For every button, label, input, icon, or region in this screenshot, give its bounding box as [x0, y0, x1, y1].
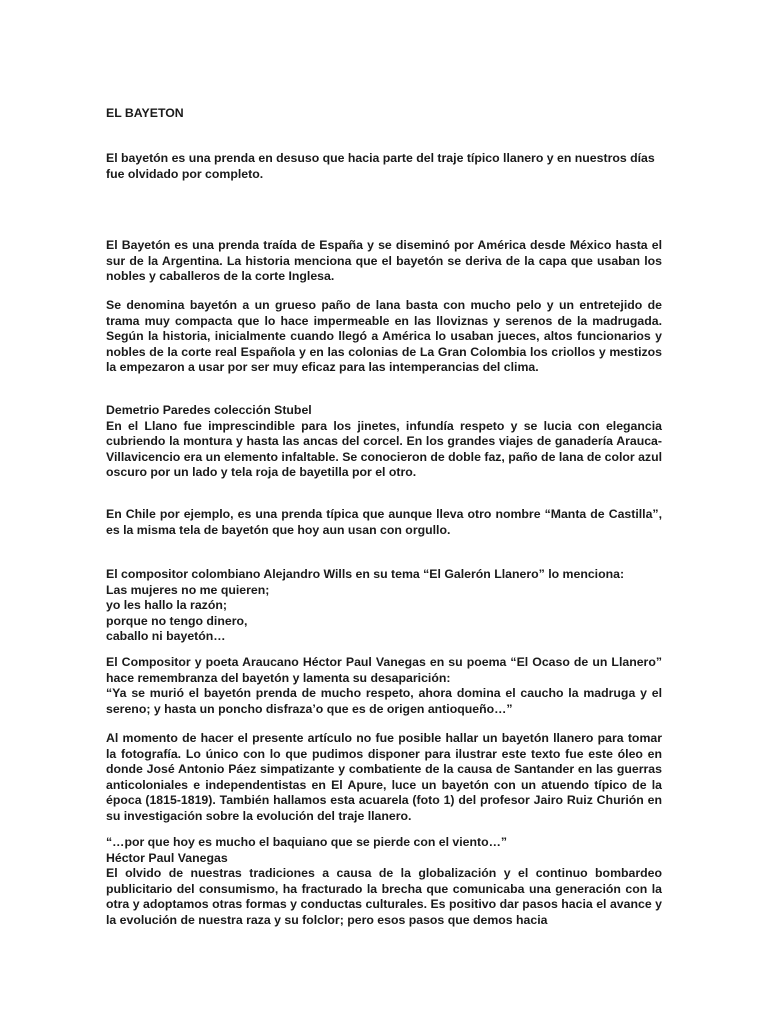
- document-title: EL BAYETON: [106, 106, 184, 120]
- vanegas-intro: El Compositor y poeta Araucano Héctor Paul Vanegas en su poema “El Ocaso de un Llanero” hace remembranza del bayetón y lamenta su desaparición:: [106, 655, 662, 685]
- wills-intro: El compositor colombiano Alejandro Wills en su tema “El Galerón Llanero” lo menciona:: [106, 567, 625, 581]
- paragraph-llano: [106, 403, 662, 481]
- paragraph-closing: [106, 835, 662, 928]
- paragraph-vanegas: [106, 655, 662, 717]
- paragraph-chile: En Chile por ejemplo, es una prenda típica que aunque lleva otro nombre “Manta de Castilla”, es la misma tela de bayetón que hoy aun usan con orgullo.: [106, 507, 662, 537]
- closing-quote: “…por que hoy es mucho el baquiano que se pierde con el viento…”: [106, 835, 508, 849]
- verse-line: porque no tengo dinero,: [106, 613, 248, 628]
- paragraph-definition: Se denomina bayetón a un grueso paño de lana basta con mucho pelo y un entretejido de trama muy compacta que lo hace impermeable en las lloviznas y serenos de la madrugada. Según la historia, inicialmente cuando llegó a América lo usaban jueces, altos funcionarios y nobles de la corte real Española y en las colonias de La Gran Colombia los criollos y mestizos la empezaron a usar por ser muy eficaz para las intemperancias del clima.: [106, 298, 662, 374]
- closing-text: El olvido de nuestras tradiciones a causa de la globalización y el continuo bombardeo publicitario del consumismo, ha fracturado la brecha que comunicaba una generación con la otra y adoptamos otras formas y conductas culturales. Es positivo dar pasos hacia el avance y la evolución de nuestra raza y su folclor; pero esos pasos que demos hacia: [106, 866, 662, 927]
- verse-line: Las mujeres no me quieren;: [106, 582, 270, 597]
- paragraph-origin: El Bayetón es una prenda traída de España y se diseminó por América desde México hasta el sur de la Argentina. La historia menciona que el bayetón se deriva de la capa que usaban los nobles y caballeros de la corte Inglesa.: [106, 238, 662, 283]
- verse-line: yo les hallo la razón;: [106, 598, 227, 612]
- paragraph-intro: El bayetón es una prenda en desuso que hacia parte del traje típico llanero y en nuestros días fue olvidado por completo.: [106, 151, 655, 181]
- photo-caption: Demetrio Paredes colección Stubel: [106, 403, 312, 417]
- paragraph-photo-note: Al momento de hacer el presente artículo no fue posible hallar un bayetón llanero para tomar la fotografía. Lo único con lo que pudimos disponer para ilustrar este texto fue este óleo en donde José Antonio Páez simpatizante y combatiente de la causa de Santander en las guerras anticoloniales e independentistas en El Apure, luce un bayetón con un atuendo típico de la época (1815-1819). También hallamos esta acuarela (foto 1) del profesor Jairo Ruiz Churión en su investigación sobre la evolución del traje llanero.: [106, 731, 662, 823]
- paragraph-llano-text: En el Llano fue imprescindible para los jinetes, infundía respeto y se lucia con elegancia cubriendo la montura y hasta las ancas del corcel. En los grandes viajes de ganadería Arauca-Villavicencio era un elemento infaltable. Se conocieron de doble faz, paño de lana de color azul oscuro por un lado y tela roja de bayetilla por el otro.: [106, 418, 663, 479]
- verse-line: caballo ni bayetón…: [106, 629, 226, 643]
- closing-author: Héctor Paul Vanegas: [106, 850, 228, 865]
- vanegas-quote: “Ya se murió el bayetón prenda de mucho respeto, ahora domina el caucho la madruga y el sereno; y hasta un poncho disfraza’o que es de origen antioqueño…”: [106, 686, 662, 716]
- paragraph-wills: [106, 567, 662, 645]
